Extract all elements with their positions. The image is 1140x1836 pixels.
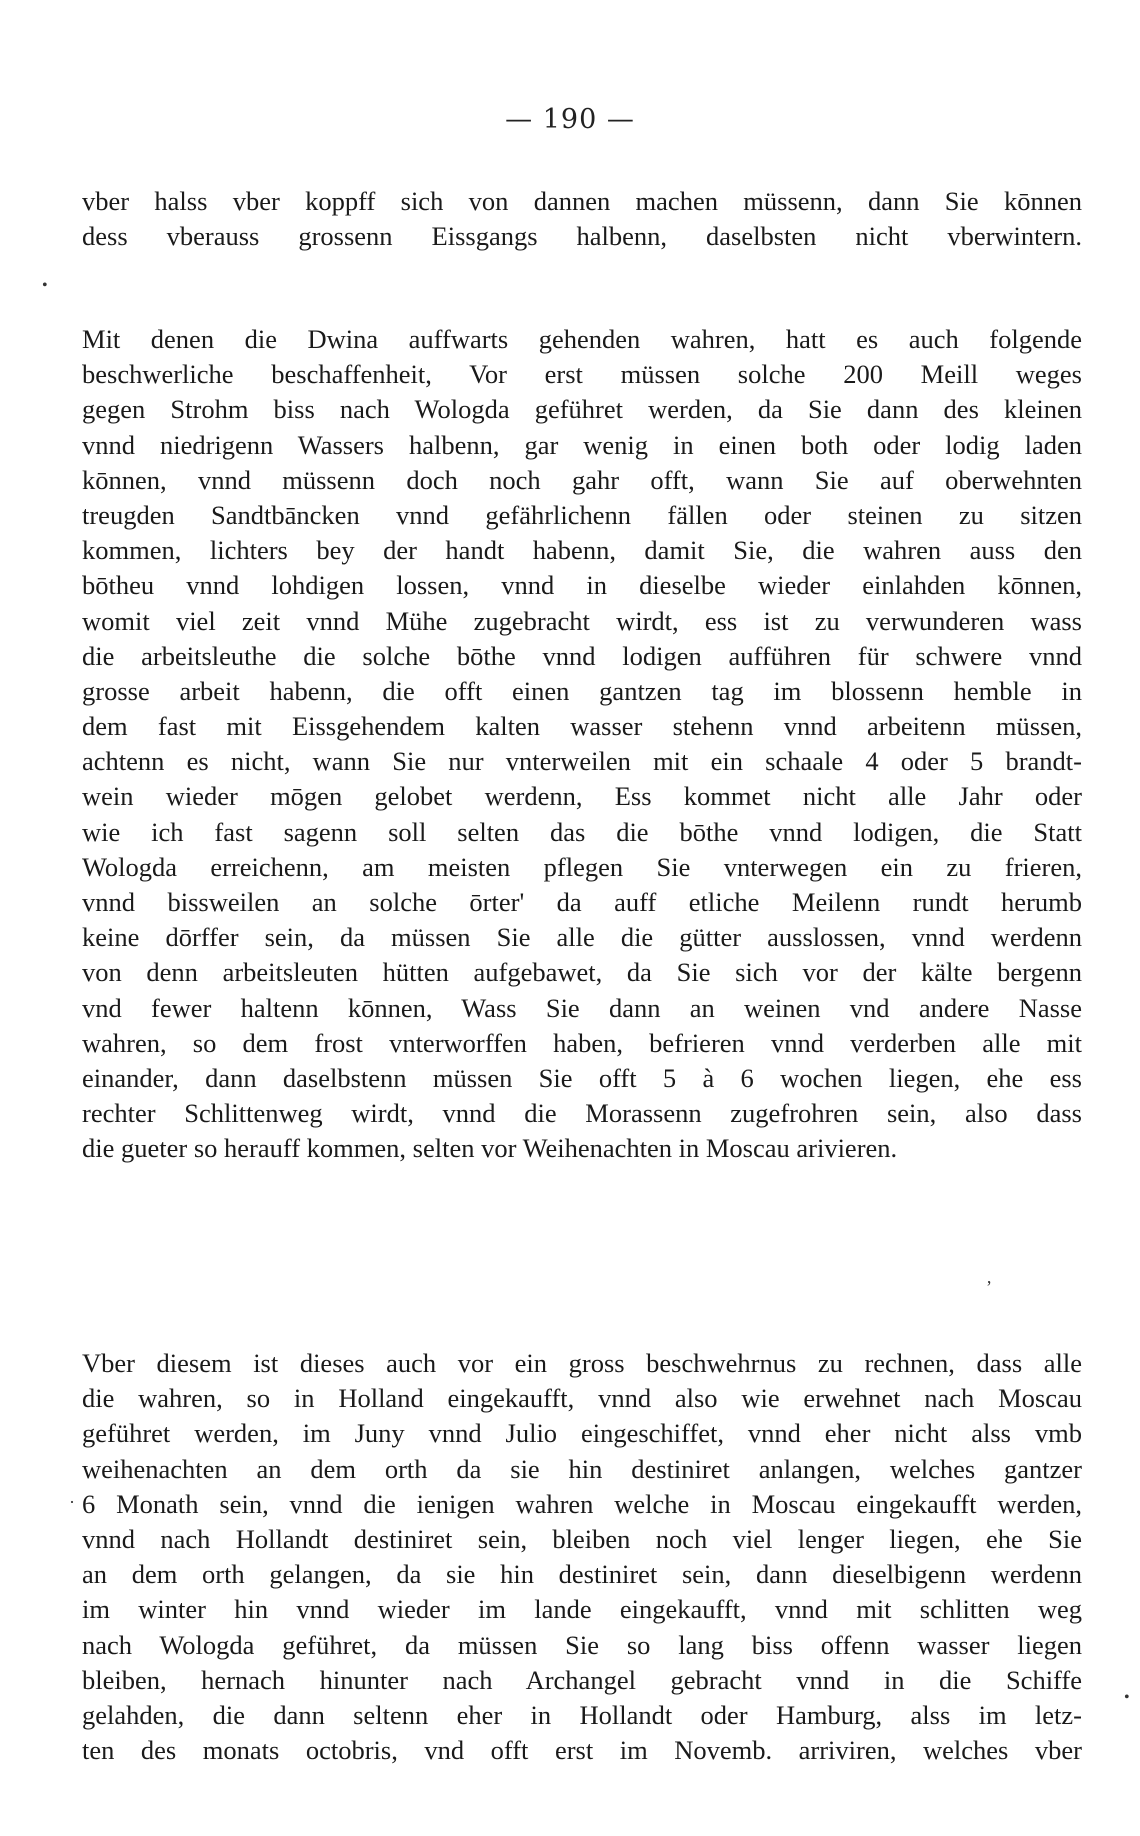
text-line: Vber diesem ist dieses auch vor ein gross beschwehrnus zu rechnen, dass alle	[82, 1348, 1082, 1378]
text-line: gelahden, die dann seltenn eher in Hollandt oder Hamburg, alss im letz-	[82, 1699, 1082, 1730]
text-line: 6 Monath sein, vnnd die ienigen wahren welche in Moscau eingekaufft werden,	[82, 1488, 1082, 1519]
paragraph-2	[82, 322, 1082, 1167]
margin-dot-mark: •	[42, 277, 48, 294]
text-line: einander, dann daselbstenn müssen Sie offt 5 à 6 wochen liegen, ehe ess	[82, 1062, 1082, 1093]
text-line: dem fast mit Eissgehendem kalten wasser stehenn vnnd arbeitenn müssen,	[82, 711, 1082, 742]
paragraph-1	[82, 184, 1082, 254]
text-line: geführet werden, im Juny vnnd Julio eingeschiffet, vnnd eher nicht alss vmb	[82, 1418, 1082, 1449]
text-line: an dem orth gelangen, da sie hin destiniret sein, dann dieselbigenn werdenn	[82, 1559, 1082, 1590]
text-line: weihenachten an dem orth da sie hin destiniret anlangen, welches gantzer	[82, 1453, 1082, 1484]
text-line: gegen Strohm biss nach Wologda geführet werden, da Sie dann des kleinen	[82, 394, 1082, 425]
text-line: vnnd niedrigenn Wassers halbenn, gar wenig in einen both oder lodig laden	[82, 429, 1082, 460]
text-line: wie ich fast sagenn soll selten das die bōthe vnnd lodigen, die Statt	[82, 816, 1082, 847]
text-line: von denn arbeitsleuten hütten aufgebawet, da Sie sich vor der kälte bergenn	[82, 957, 1082, 988]
text-line: vber halss vber koppff sich von dannen machen müssenn, dann Sie kōnnen	[82, 186, 1082, 216]
text-line: dess vberauss grossenn Eissgangs halbenn, daselbsten nicht vberwintern.	[82, 221, 1082, 252]
text-line: kōnnen, vnnd müssenn doch noch gahr offt, wann Sie auf oberwehnten	[82, 464, 1082, 495]
text-line: treugden Sandtbāncken vnnd gefährlichenn fällen oder steinen zu sitzen	[82, 499, 1082, 530]
text-line: kommen, lichters bey der handt habenn, damit Sie, die wahren auss den	[82, 535, 1082, 566]
text-line: vnnd bissweilen an solche ōrter' da auff etliche Meilenn rundt herumb	[82, 887, 1082, 917]
text-line: nach Wologda geführet, da müssen Sie so lang biss offenn wasser liegen	[82, 1629, 1082, 1660]
text-line: im winter hin vnnd wieder im lande eingekaufft, vnnd mit schlitten weg	[82, 1594, 1082, 1625]
text-line: wahren, so dem frost vnterworffen haben, befrieren vnnd verderben alle mit	[82, 1027, 1082, 1058]
text-line: grosse arbeit habenn, die offt einen gantzen tag im blossenn hemble in	[82, 675, 1082, 706]
text-line: Wologda erreichenn, am meisten pflegen Sie vnterwegen ein zu frieren,	[82, 851, 1082, 882]
text-line: keine dōrffer sein, da müssen Sie alle die gütter ausslossen, vnnd werdenn	[82, 922, 1082, 953]
text-line: ten des monats octobris, vnd offt erst im Novemb. arriviren, welches vber	[82, 1735, 1082, 1766]
text-line: bleiben, hernach hinunter nach Archangel gebracht vnnd in die Schiffe	[82, 1664, 1082, 1695]
text-line: womit viel zeit vnnd Mühe zugebracht wirdt, ess ist zu verwunderen wass	[82, 605, 1082, 636]
text-line: beschwerliche beschaffenheit, Vor erst müssen solche 200 Meill weges	[82, 359, 1082, 390]
text-line: die gueter so herauff kommen, selten vor Weihenachten in Moscau arivieren.	[82, 1133, 898, 1164]
stray-tick-mark: ʼ	[986, 1277, 992, 1297]
margin-dot-mark-2: ·	[69, 1492, 75, 1512]
text-line: wein wieder mōgen gelobet werdenn, Ess kommet nicht alle Jahr oder	[82, 781, 1082, 812]
text-line: achtenn es nicht, wann Sie nur vnterweilen mit ein schaale 4 oder 5 brandt-	[82, 746, 1082, 777]
text-line: die wahren, so in Holland eingekaufft, vnnd also wie erwehnet nach Moscau	[82, 1383, 1082, 1414]
text-line: vnd fewer haltenn kōnnen, Wass Sie dann an weinen vnd andere Nasse	[82, 992, 1082, 1023]
text-line: bōtheu vnnd lohdigen lossen, vnnd in dieselbe wieder einlahden kōnnen,	[82, 570, 1082, 601]
page-number: — 190 —	[505, 104, 635, 135]
text-line: vnnd nach Hollandt destiniret sein, bleiben noch viel lenger liegen, ehe Sie	[82, 1523, 1082, 1554]
text-line: die arbeitsleuthe die solche bōthe vnnd lodigen aufführen für schwere vnnd	[82, 640, 1082, 671]
text-line: Mit denen die Dwina auffwarts gehenden wahren, hatt es auch folgende	[82, 324, 1082, 354]
text-line: rechter Schlittenweg wirdt, vnnd die Morassenn zugefrohren sein, also dass	[82, 1098, 1082, 1129]
paragraph-3	[82, 1346, 1082, 1768]
margin-dot-mark-right: •	[1124, 1689, 1130, 1706]
